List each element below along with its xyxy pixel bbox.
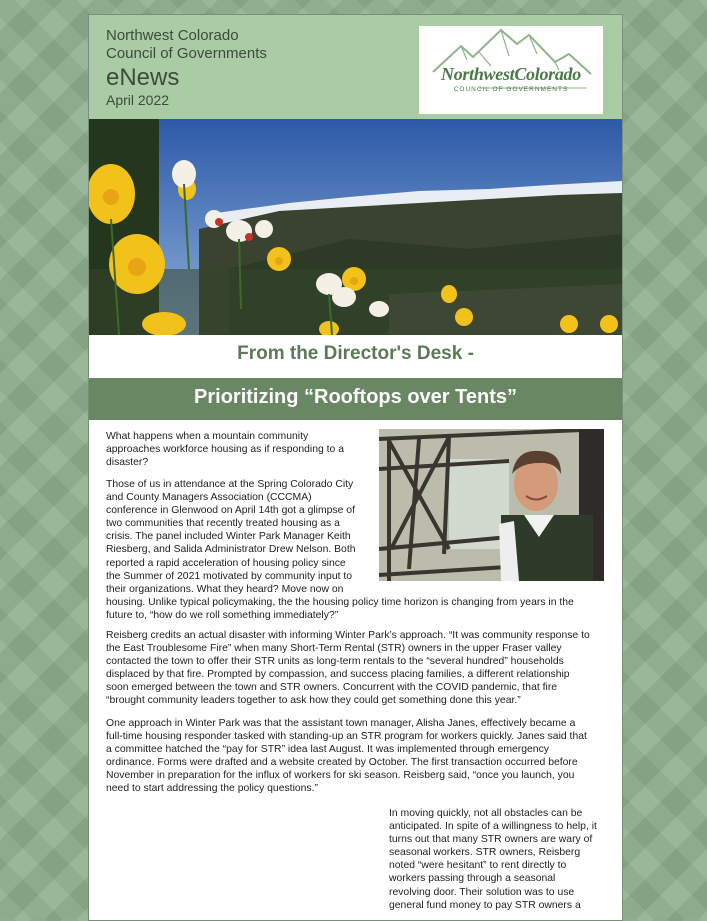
text-line: full-time housing responder tasked with standing-up an STR program for workers quickly. Janes said that — [106, 731, 587, 743]
logo-wordmark: NorthwestColorado — [441, 64, 581, 84]
text-line: a committee hatched the “pay for STR” idea last August. It was implemented through emergency — [106, 744, 549, 756]
newsletter-header — [89, 15, 622, 119]
text-line: future to, “how do we roll something immediately?” — [106, 609, 339, 621]
nwccog-logo — [419, 26, 603, 114]
text-line: housing. Unlike typical policymaking, the the housing policy time horizon is changing from years in the — [106, 596, 574, 608]
org-name-line-2: Council of Governments — [106, 45, 267, 62]
text-line: and County Managers Association (CCCMA) — [106, 492, 312, 504]
hero-photo-daffodils-mountains — [89, 119, 622, 335]
text-line: workers passing through a seasonal — [389, 873, 556, 885]
issue-date: April 2022 — [106, 92, 170, 108]
text-line: “brought community leaders together to ask how they could get something done this year.” — [106, 695, 521, 707]
text-line: conference in Glenwood on April 14th got a glimpse of — [106, 505, 355, 517]
text-line: the East Troublesome Fire” when many Short-Term Rental (STR) owners in the upper Fraser valley — [106, 643, 562, 655]
text-line: general fund money to pay STR owners a — [389, 899, 581, 911]
text-line: One approach in Winter Park was that the assistant town manager, Alisha Janes, effectively became a — [106, 718, 576, 729]
newsletter-page — [88, 14, 623, 921]
article-title: Prioritizing “Rooftops over Tents” — [194, 386, 517, 408]
text-line: ordinance. Forms were drafted and a website created by October. The first transaction occurred before — [106, 757, 578, 769]
text-line: anticipated. In spite of a willingness to help, it — [389, 821, 597, 833]
text-line: contacted the town to offer their STR units as long-term rentals to the “several hundred” households — [106, 656, 564, 668]
text-line: crisis. The panel included Winter Park Manager Keith — [106, 531, 351, 543]
text-line: In moving quickly, not all obstacles can be — [389, 808, 583, 819]
text-line: their organizations. What they heard? Move now on — [106, 583, 344, 595]
text-line: November in preparation for the influx of workers for ski season. Reisberg said, “once you launch, you — [106, 770, 575, 782]
text-line: seasonal workers. STR owners, Reisberg — [389, 847, 581, 859]
logo-tagline: COUNCIL OF GOVERNMENTS — [453, 86, 569, 93]
paragraph-approach — [106, 717, 606, 796]
organization-name — [106, 27, 267, 63]
text-line: reported a rapid acceleration of housing policy since — [106, 557, 346, 569]
text-line: two communities that recently treated housing as a — [106, 518, 340, 530]
newsletter-title: eNews — [106, 64, 180, 91]
text-line: noted “were hesitant” to rent directly to — [389, 860, 567, 872]
text-line: need to start addressing the policy questions.” — [106, 783, 318, 795]
paragraph-disaster — [106, 629, 606, 708]
org-name-line-1: Northwest Colorado — [106, 27, 239, 44]
paragraph-intro — [106, 430, 376, 469]
section-kicker: From the Director's Desk - — [237, 343, 474, 364]
paragraph-obstacles — [389, 807, 614, 912]
text-line: Riesberg, and Salida Administrator Drew Nelson. Both — [106, 544, 356, 556]
text-line: disaster? — [106, 457, 149, 469]
text-line: Reisberg credits an actual disaster with informing Winter Park’s approach. “It was community response to — [106, 630, 590, 641]
text-line: turns out that many STR owners are wary of — [389, 834, 593, 846]
text-line: soon emerged between the town and STR owners. Concurrent with the COVID pandemic, that fire — [106, 682, 558, 694]
text-line: the Summer of 2021 motivated by community input to — [106, 570, 353, 582]
text-line: What happens when a mountain community — [106, 431, 309, 442]
paragraph-cccma — [106, 478, 616, 622]
article-title-band — [89, 378, 622, 420]
text-line: revolving door. Their solution was to use — [389, 886, 575, 898]
text-line: Those of us in attendance at the Spring Colorado City — [106, 479, 354, 490]
text-line: approaches workforce housing as if responding to a — [106, 444, 344, 456]
text-line: displaced by that fire. Prompted by compassion, and success placing families, a different relationship — [106, 669, 570, 681]
